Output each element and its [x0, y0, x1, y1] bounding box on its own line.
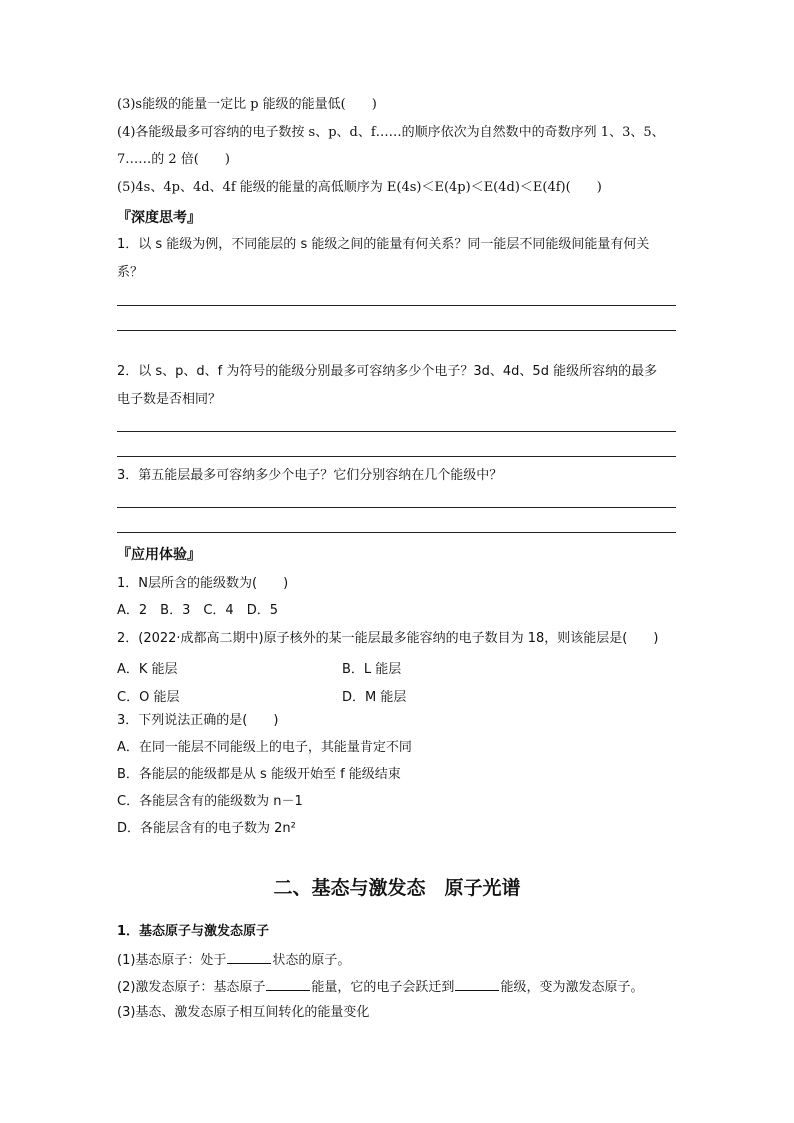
deep-question-1-line2: 系？ [117, 265, 144, 280]
answer-line[interactable] [117, 532, 676, 533]
deep-question-2-line1: 2．以 s、p、d、f 为符号的能级分别最多可容纳多少个电子？3d、4d、5d 能级所容纳的最多 [117, 364, 658, 379]
section-title: 二、基态与激发态 原子光谱 [273, 877, 521, 899]
deep-question-2-line2: 电子数是否相同？ [117, 392, 222, 407]
app-question-2-option-d: D．M 能层 [342, 690, 407, 705]
deep-question-1-line1: 1．以 s 能级为例，不同能层的 s 能级之间的能量有何关系？同一能层不同能级间能量有何关 [117, 237, 650, 252]
app-question-3: 3．下列说法正确的是( ) [117, 713, 279, 728]
true-false-item-4-line2: 7……的 2 倍( ) [117, 152, 230, 167]
app-question-2-option-b: B．L 能层 [342, 662, 402, 677]
app-question-2-option-a: A．K 能层 [117, 662, 178, 677]
subsection-heading: 1．基态原子与激发态原子 [117, 924, 270, 939]
fill-blank[interactable] [455, 978, 499, 991]
fill-blank-item-3: (3)基态、激发态原子相互间转化的能量变化 [117, 1005, 370, 1020]
app-question-3-option-a: A．在同一能层不同能级上的电子，其能量肯定不同 [117, 740, 412, 755]
answer-line[interactable] [117, 330, 676, 331]
app-question-2: 2．(2022·成都高二期中)原子核外的某一能层最多能容纳的电子数目为 18，则该能层是( ) [117, 631, 659, 646]
fill-blank-text: 能级，变为激发态原子。 [500, 980, 644, 995]
fill-blank[interactable] [266, 978, 310, 991]
app-question-3-option-d: D．各能层含有的电子数为 2n² [117, 821, 296, 836]
fill-blank[interactable] [227, 951, 271, 964]
answer-line[interactable] [117, 431, 676, 432]
app-question-2-option-c: C．O 能层 [117, 690, 180, 705]
fill-blank-text: (1)基态原子：处于 [117, 953, 227, 968]
answer-line[interactable] [117, 507, 676, 508]
fill-blank-item-2 [117, 978, 643, 996]
fill-blank-text: (2)激发态原子：基态原子 [117, 980, 266, 995]
app-question-3-option-c: C．各能层含有的能级数为 n－1 [117, 794, 303, 809]
deep-question-3: 3．第五能层最多可容纳多少个电子？它们分别容纳在几个能级中？ [117, 468, 503, 483]
true-false-item-3: (3)s能级的能量一定比 p 能级的能量低( ) [117, 97, 377, 112]
true-false-item-4-line1: (4)各能级最多可容纳的电子数按 s、p、d、f……的顺序依次为自然数中的奇数序列 1、3、5、 [117, 125, 665, 140]
fill-blank-item-1 [117, 951, 350, 969]
answer-line[interactable] [117, 305, 676, 306]
app-question-1: 1．N层所含的能级数为( ) [117, 576, 289, 591]
fill-blank-text: 状态的原子。 [272, 953, 351, 968]
true-false-item-5: (5)4s、4p、4d、4f 能级的能量的高低顺序为 E(4s)＜E(4p)＜E(4d)＜E(4f)( ) [117, 180, 602, 195]
deep-thinking-heading: 『深度思考』 [117, 210, 201, 226]
application-heading: 『应用体验』 [117, 547, 201, 563]
app-question-3-option-b: B．各能层的能级都是从 s 能级开始至 f 能级结束 [117, 767, 401, 782]
answer-line[interactable] [117, 456, 676, 457]
app-question-1-options: A．2 B．3 C．4 D．5 [117, 603, 278, 618]
fill-blank-text: 能量，它的电子会跃迁到 [311, 980, 455, 995]
